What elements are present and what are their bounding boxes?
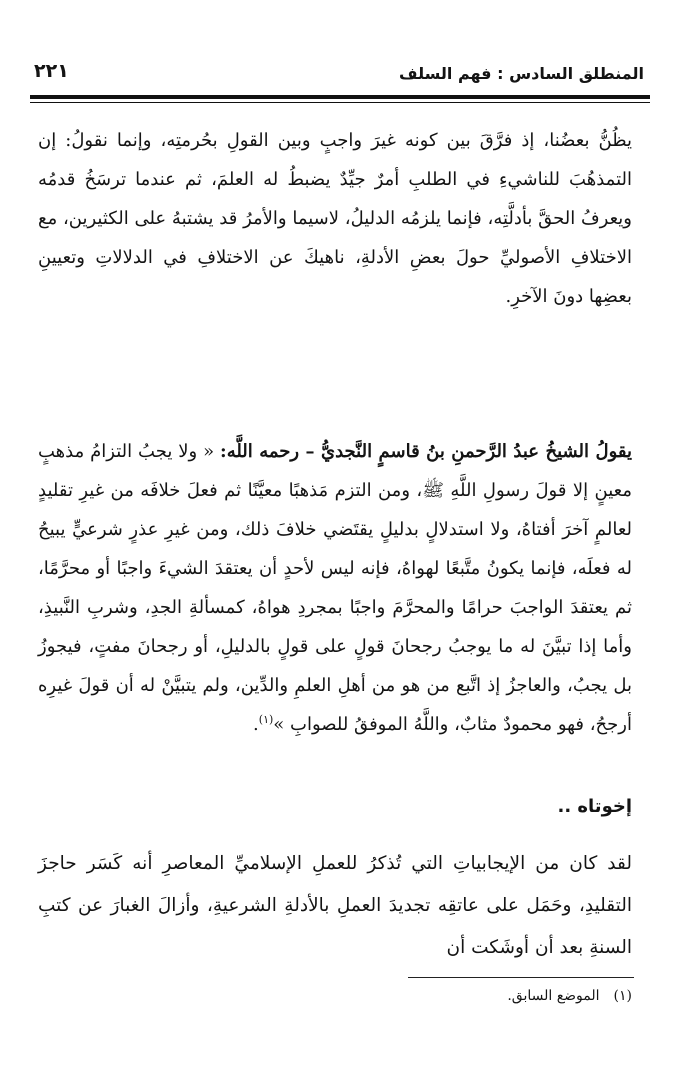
header-rule-thick bbox=[30, 95, 650, 99]
paragraph-3: لقد كان من الإيجابياتِ التي تُذكرُ للعملِ الإسلاميِّ المعاصرِ أنه كَسَر حاجزَ التقليدِ، وحَمَل على عاتقِه تجديدَ العملِ بالأدلةِ الشرعيةِ، وأزالَ الغبارَ عن كتبِ السنةِ بعد أن أوشَكت أن bbox=[38, 853, 632, 958]
paragraph-2: يقولُ الشيخُ عبدُ الرَّحمنِ بنُ قاسمٍ النَّجديُّ – رحمه اللَّه: « ولا يجبُ التزامُ مذهبٍ معينٍ إلا قولَ رسولِ اللَّهِ ﷺ، ومن التزم مَذهبًا معيَّنًا ثم فعلَ خلافَه من غيرِ تقليدٍ لعالمٍ آخرَ أفتاهُ، ولا استدلالٍ بدليلٍ يقتَضي خلافَ ذلك، ومن غيرِ عذرٍ شرعيٍّ يبيحُ له فعلَه، فإنما يكونُ متَّبعًا لهواهُ، فإنه ليس لأحدٍ أن يعتقدَ الشيءَ واجبًا أو محرَّمًا، ثم يعتقدَ الواجبَ حرامًا والمحرَّمَ واجبًا بمجردِ هواهُ، كمسألةِ الجدِ، وشربِ النَّبيذِ، وأما إذا تبيَّنَ له ما يوجبُ رجحانَ قولٍ على قولٍ بالدليلِ، أو رجحانَ مفتٍ، فيجوزُ بل يجبُ، والعاجزُ إذ اتَّبع من هو من أهلِ العلمِ والدِّين، ولم يتبيَّنْ له أن قولَ غيرِه أرجحُ، فهو محمودٌ مثابٌ، واللَّهُ الموفقُ للصوابِ »$^{(١)}$. bbox=[38, 441, 632, 735]
footnote-number: (١) bbox=[613, 988, 632, 1004]
page-header bbox=[30, 58, 650, 92]
header-rule-thin bbox=[30, 102, 650, 103]
footnote-separator bbox=[408, 977, 634, 978]
running-head: المنطلق السادس : فهم السلف bbox=[399, 64, 644, 83]
footnote-1 bbox=[507, 988, 632, 1004]
quote-attribution: يقولُ الشيخُ عبدُ الرَّحمنِ بنُ قاسمٍ النَّجديُّ – رحمه اللَّه: bbox=[220, 441, 632, 462]
footnote-text: الموضع السابق. bbox=[507, 988, 600, 1004]
page-number: ٢٢١ bbox=[34, 60, 69, 82]
section-subheading: إخوتاه .. bbox=[557, 796, 632, 817]
footnote-reference: (١) bbox=[258, 713, 274, 726]
quote-text: « ولا يجبُ التزامُ مذهبٍ معينٍ إلا قولَ رسولِ اللَّهِ ﷺ، ومن التزم مَذهبًا معيَّنًا ثم فعلَ خلافَه من غيرِ تقليدٍ لعالمٍ آخرَ أفتاهُ، ولا استدلالٍ بدليلٍ يقتَضي خلافَ ذلك، ومن غيرِ عذرٍ شرعيٍّ يبيحُ له فعلَه، فإنما يكونُ متَّبعًا لهواهُ، فإنه ليس لأحدٍ أن يعتقدَ الشيءَ واجبًا أو محرَّمًا، ثم يعتقدَ الواجبَ حرامًا والمحرَّمَ واجبًا بمجردِ هواهُ، كمسألةِ الجدِ، وشربِ النَّبيذِ، وأما إذا تبيَّنَ له ما يوجبُ رجحانَ قولٍ على قولٍ بالدليلِ، أو رجحانَ مفتٍ، فيجوزُ بل يجبُ، والعاجزُ إذ اتَّبع من هو من أهلِ العلمِ والدِّين، ولم يتبيَّنْ له أن قولَ غيرِه أرجحُ، فهو محمودٌ مثابٌ، واللَّهُ الموفقُ للصوابِ » bbox=[38, 441, 632, 735]
paragraph-1: يظُنُّ بعضُنا، إذ فرَّقَ بين كونه غيرَ واجبٍ وبين القولِ بحُرمتِه، وإنما نقولُ: إن التمذهُبَ للناشيءِ في الطلبِ أمرٌ جيِّدٌ يضبطُ له العلمَ، ثم عندما ترسَخُ قدمُه ويعرفُ الحقَّ بأدلَّتِه، فإنما يلزمُه الدليلُ، لاسيما والأمرُ قد يشتبهُ على الكثيرين، مع الاختلافِ الأصوليِّ حولَ بعضِ الأدلةِ، ناهيكَ عن الاختلافِ في الدلالاتِ وتعيينِ بعضِها دونَ الآخرِ. bbox=[38, 130, 632, 307]
